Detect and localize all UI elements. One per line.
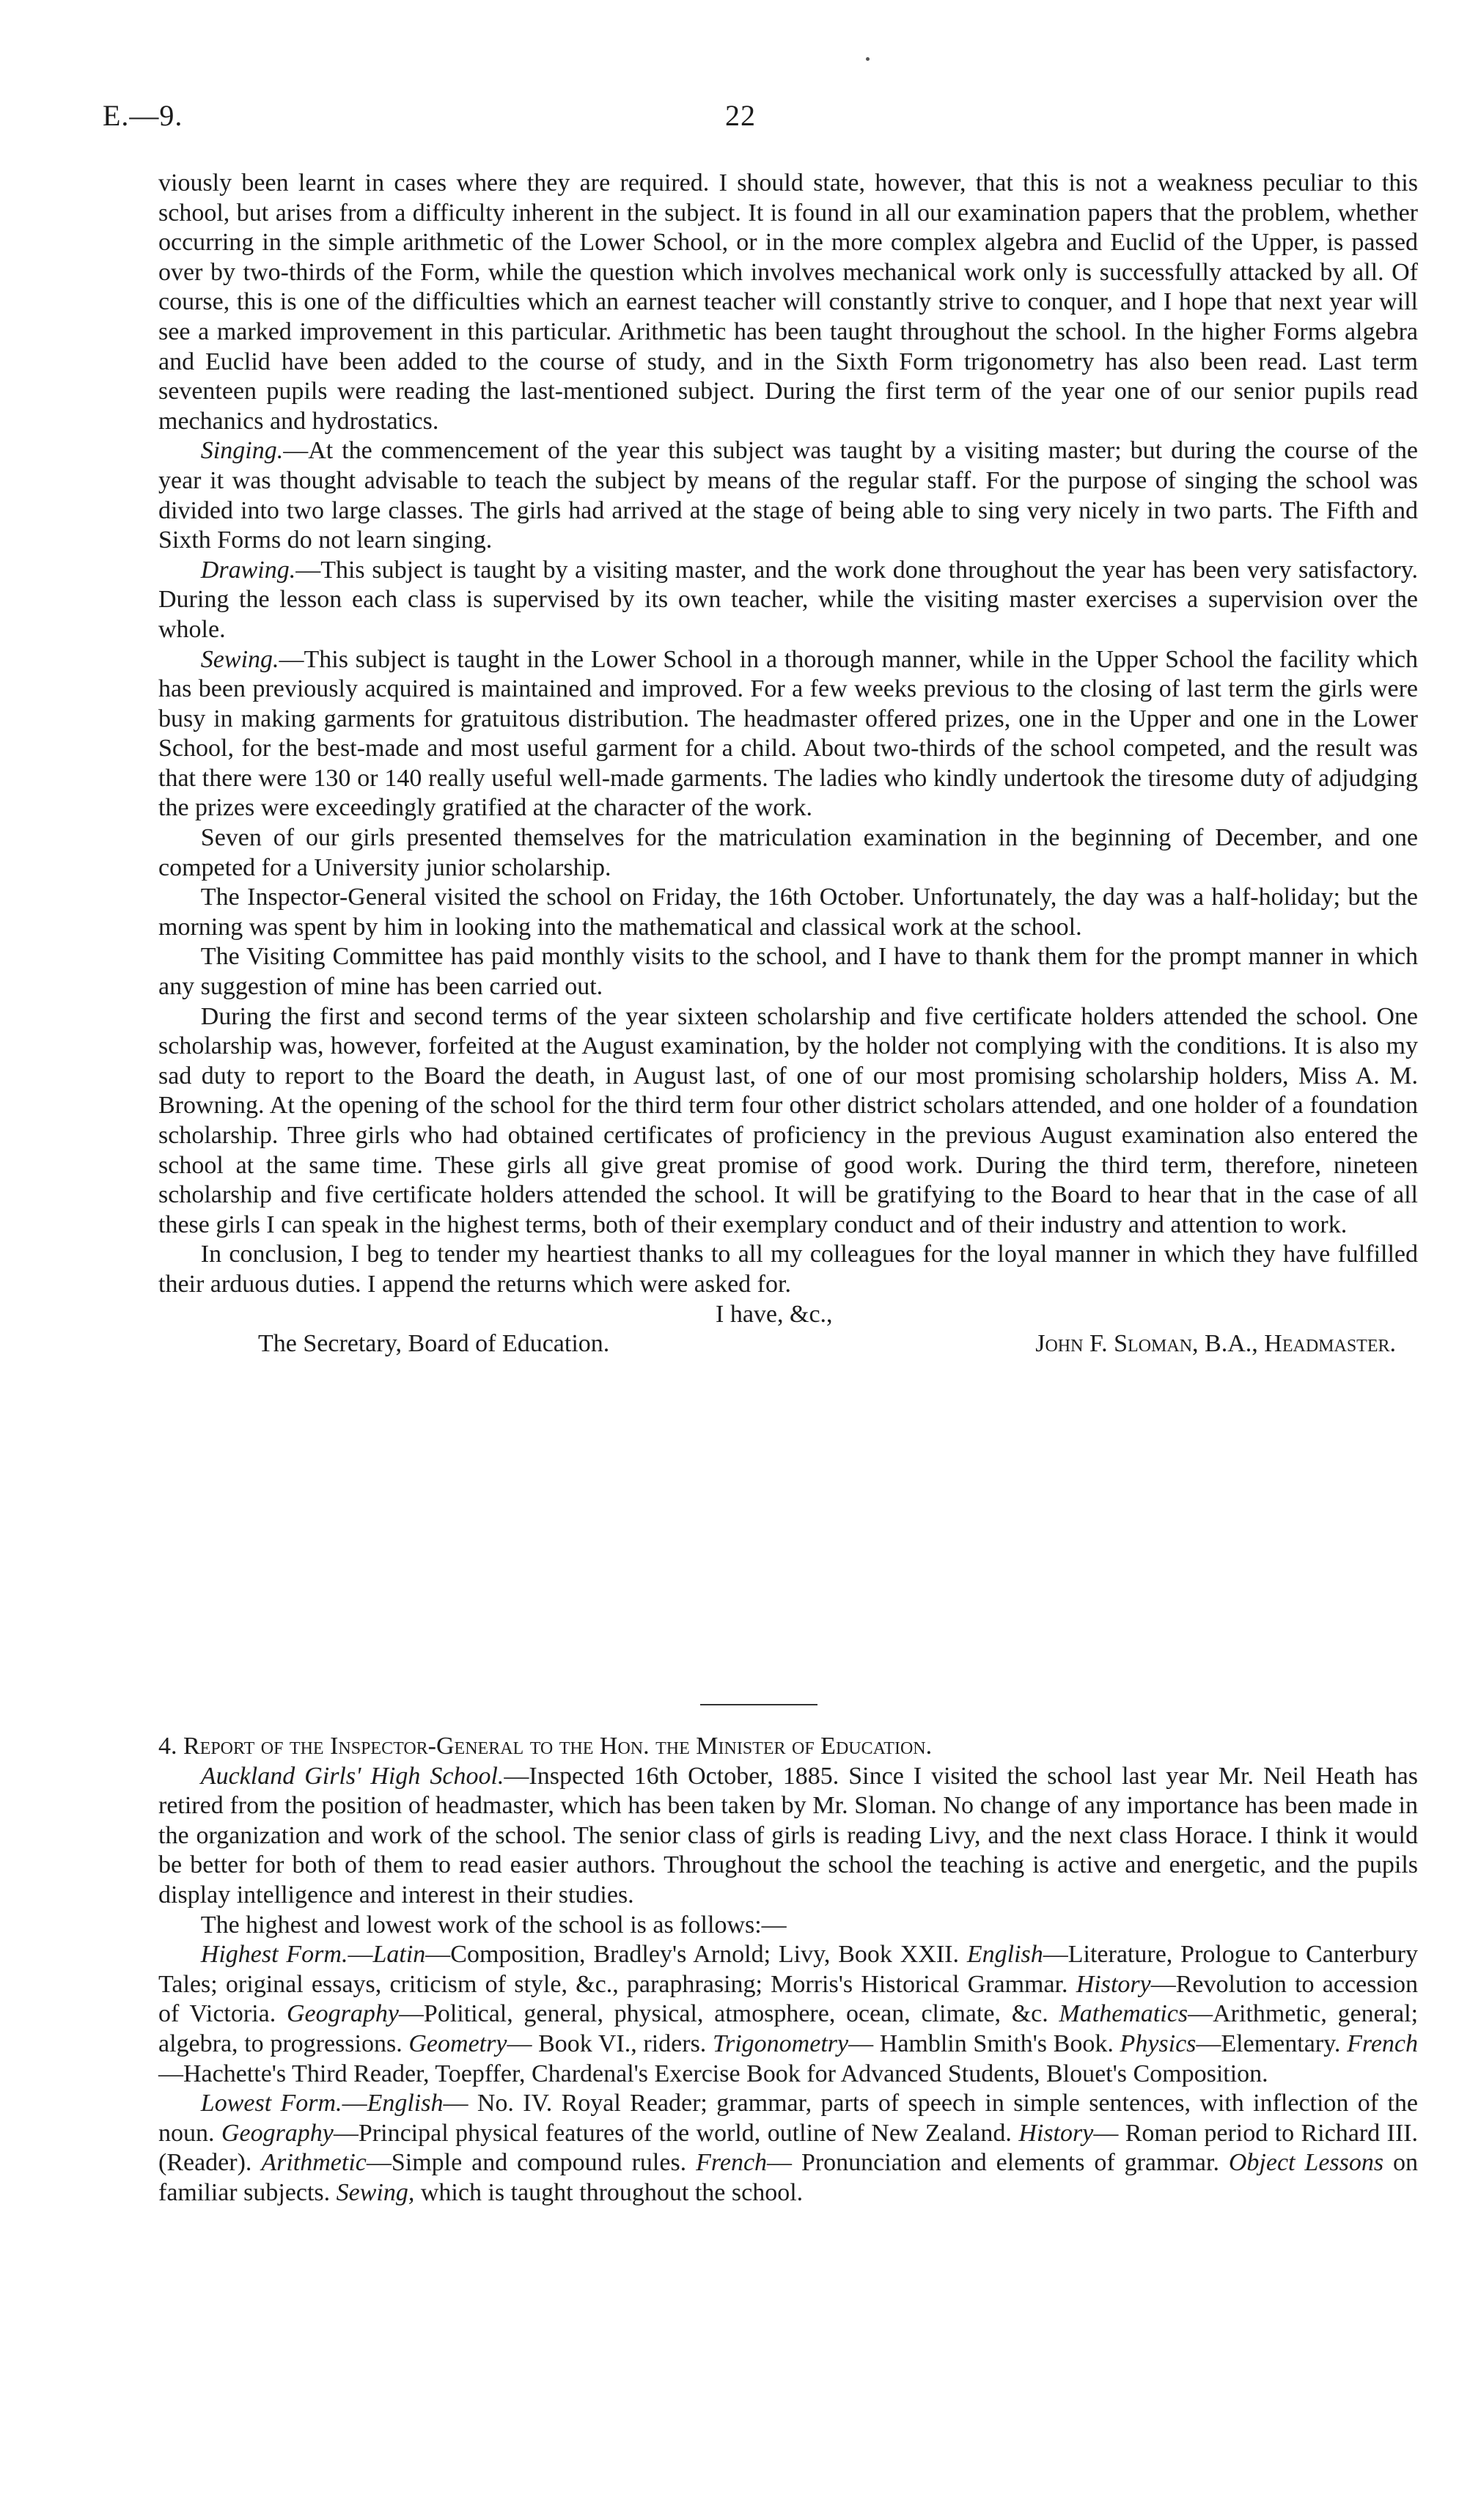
english-label: English (966, 1941, 1043, 1969)
paragraph-highest-form: Highest Form.—Latin—Composition, Bradley's Arnold; Livy, Book XXII. English—Literature, Prologue to Canterbury Tales; original essays, criticism of style, &c., paraphrasing; Morris's Historical Grammar. History—Revolution to accession of Victoria. Geography—Political, general, physical, atmosphere, ocean, climate, &c. Mathematics—Arithmetic, general; algebra, to progressions. Geometry— Book VI., riders. Trigonometry— Hamblin Smith's Book. Physics—Elementary. French—Hachette's Third Reader, Toepffer, Chardenal's Exercise Book for Advanced Students, Blouet's Composition. (158, 1941, 1419, 2087)
lowest-french-text: — Pronunciation and elements of grammar. (767, 2149, 1219, 2177)
paragraph-scholarships: During the first and second terms of the year sixteen scholarship and five certificate holders attended the school. One scholarship was, however, forfeited at the August examination, by the holder not complying with the conditions. It is also my sad duty to report to the Board the death, in August last, of one of our most promising scholarship holders, Miss A. M. Browning. At the opening of the school for the third term four other district scholars attended, and one holder of a foundation scholarship. Three girls who had obtained certificates of proficiency in the previous August examination also entered the school at the same time. These girls all give great promise of good work. During the third term, therefore, nineteen scholarship and five certificate holders attended the school. It will be gratifying to the Board to hear that in the case of all these girls I can speak in the highest terms, both of their exemplary conduct and of their industry and attention to work. (158, 1002, 1418, 1238)
geometry-label: Geometry (408, 2029, 507, 2057)
arithmetic-text: —Simple and compound rules. (366, 2149, 687, 2177)
lowest-french-label: French (696, 2149, 768, 2177)
latin-label: Latin (372, 1941, 426, 1969)
section-divider (700, 1704, 817, 1705)
drawing-label: Drawing. (200, 556, 296, 584)
lowest-english-label: English (367, 2090, 444, 2117)
object-lessons-text: on familiar subjects. (158, 2149, 1419, 2206)
lowest-form-label: Lowest Form. (200, 2090, 342, 2117)
recipient: The Secretary, Board of Education. (258, 1330, 610, 1358)
signatory: John F. Sloman, B.A., Headmaster. (1035, 1330, 1396, 1358)
paragraph-sewing (158, 645, 1418, 824)
paragraph-continuation: viously been learnt in cases where they are required. I should state, however, that this is not a weakness peculiar to this school, but arises from a difficulty inherent in the subject. It is found in all our examination papers that the problem, whether occurring in the simple arithmetic of the Lower School, or in the more complex algebra and Euclid of the Upper, is passed over by two-thirds of the Form, while the question which involves mechanical work only is successfully attacked by all. Of course, this is one of the difficulties which an earnest teacher will constantly strive to conquer, and I hope that next year will see a marked improvement in this particular. Arithmetic has been taught throughout the school. In the higher Forms algebra and Euclid have been added to the course of study, and in the Sixth Form trigonometry has also been read. Last term seventeen pupils were reading the last-mentioned subject. During the first term of the year one of our senior pupils read mechanics and hydrostatics. (158, 169, 1418, 435)
paragraph-visiting-committee: The Visiting Committee has paid monthly visits to the school, and I have to thank them for the prompt manner in which any suggestion of mine has been carried out. (158, 943, 1418, 1001)
trigonometry-text: — Hamblin Smith's Book. (848, 2029, 1114, 2057)
paragraph-singing (158, 436, 1418, 555)
school-label: Auckland Girls' High School. (200, 1762, 504, 1790)
singing-text: —At the commencement of the year this subject was taught by a visiting master; but during the course of the year it was thought advisable to teach the subject by means of the regular staff. For the purpose of singing the school was divided into two large classes. The girls had arrived at the stage of being able to sing very nicely in two parts. The Fifth and Sixth Forms do not learn singing. (158, 437, 1418, 554)
lowest-english-text: — No. IV. Royal Reader; grammar, parts of speech in simple sentences, with inflection of the noun. (158, 2090, 1418, 2147)
paragraph-drawing (158, 556, 1418, 645)
report-body (158, 169, 1418, 1359)
paragraph-conclusion: In conclusion, I beg to tender my heartiest thanks to all my colleagues for the loyal manner in which they have fulfilled their arduous duties. I append the returns which were asked for. (158, 1241, 1418, 1298)
lowest-sewing-label: Sewing, (336, 2178, 415, 2206)
mathematics-label: Mathematics (1059, 2000, 1188, 2028)
paragraph-inspector-visit: The Inspector-General visited the school on Friday, the 16th October. Unfortunately, the day was a half-holiday; but the morning was spent by him in looking into the mathematical and classical work at the school. (158, 884, 1418, 941)
lowest-sewing-text: which is taught throughout the school. (420, 2178, 804, 2206)
lowest-history-text: — Roman period to Richard III. (Reader). (158, 2119, 1418, 2177)
sewing-label: Sewing. (200, 645, 279, 673)
page-speck (866, 57, 870, 61)
arithmetic-label: Arithmetic (261, 2149, 367, 2177)
singing-label: Singing. (200, 437, 284, 465)
french-text: —Hachette's Third Reader, Toepffer, Chardenal's Exercise Book for Advanced Students, Blouet's Composition. (158, 2060, 1268, 2087)
geography-label: Geography (286, 2000, 399, 2028)
paragraph-matriculation: Seven of our girls presented themselves for the matriculation examination in the beginning of December, and one competed for a University junior scholarship. (158, 824, 1418, 881)
paragraph-school (158, 1762, 1418, 1911)
physics-label: Physics (1120, 2029, 1197, 2057)
latin-text: —Composition, Bradley's Arnold; Livy, Book XXII. (425, 1941, 960, 1969)
document-reference: E.—9. (103, 99, 183, 132)
sewing-text: —This subject is taught in the Lower School in a thorough manner, while in the Upper School the facility which has been previously acquired is maintained and improved. For a few weeks previous to the closing of last term the girls were busy in making garments for gratuitous distribution. The headmaster offered prizes, one in the Upper and one in the Lower School, for the best-made and most useful garment for a child. About two-thirds of the school competed, and the result was that there were 130 or 140 really useful well-made garments. The ladies who kindly undertook the tiresome duty of adjudging the prizes were exceedingly gratified at the character of the work. (158, 645, 1418, 822)
lowest-geography-label: Geography (221, 2119, 334, 2147)
drawing-text: —This subject is taught by a visiting master, and the work done throughout the year has been very satisfactory. During the lesson each class is supervised by its own teacher, while the visiting master exercises a supervision over the whole. (158, 556, 1418, 643)
sign-off: I have, &c., (716, 1300, 833, 1328)
signature-line (158, 1329, 1418, 1359)
page-number: 22 (725, 99, 756, 132)
french-label: French (1347, 2029, 1418, 2057)
lowest-history-label: History (1018, 2119, 1094, 2147)
geography-text: —Political, general, physical, atmosphere, ocean, climate, &c. (398, 2000, 1048, 2028)
trigonometry-label: Trigonometry (712, 2029, 849, 2057)
highest-form-label: Highest Form. (200, 1941, 348, 1969)
lowest-geography-text: —Principal physical features of the world, outline of New Zealand. (333, 2119, 1012, 2147)
paragraph-highest-lowest: The highest and lowest work of the school is as follows:— (200, 1911, 787, 1939)
geometry-text: — Book VI., riders. (507, 2029, 707, 2057)
paragraph-lowest-form: Lowest Form.—English— No. IV. Royal Reader; grammar, parts of speech in simple sentences, with inflection of the noun. Geography—Principal physical features of the world, outline of New Zealand. History— Roman period to Richard III. (Reader). Arithmetic—Simple and compound rules. French— Pronunciation and elements of grammar. Object Lessons on familiar subjects. Sewing, which is taught throughout the school. (158, 2090, 1419, 2206)
mathematics-text: —Arithmetic, general; algebra, to progressions. (158, 2000, 1419, 2057)
inspector-report (158, 1732, 1418, 2208)
object-lessons-label: Object Lessons (1228, 2149, 1384, 2177)
section-title: 4. Report of the Inspector-General to the Hon. the Minister of Education. (158, 1733, 933, 1760)
physics-text: —Elementary. (1196, 2029, 1341, 2057)
history-label: History (1076, 1970, 1151, 1998)
school-text: —Inspected 16th October, 1885. Since I visited the school last year Mr. Neil Heath has retired from the position of headmaster, which has been taken by Mr. Sloman. No change of any importance has been made in the organization and work of the school. The senior class of girls is reading Livy, and the next class Horace. I think it would be better for both of them to read easier authors. Throughout the school the teaching is active and energetic, and the pupils display intelligence and interest in their studies. (158, 1762, 1418, 1909)
english-text: —Literature, Prologue to Canterbury Tales; original essays, criticism of style, &c., paraphrasing; Morris's Historical Grammar. (158, 1941, 1418, 1998)
history-text: —Revolution to accession of Victoria. (158, 1970, 1419, 2028)
